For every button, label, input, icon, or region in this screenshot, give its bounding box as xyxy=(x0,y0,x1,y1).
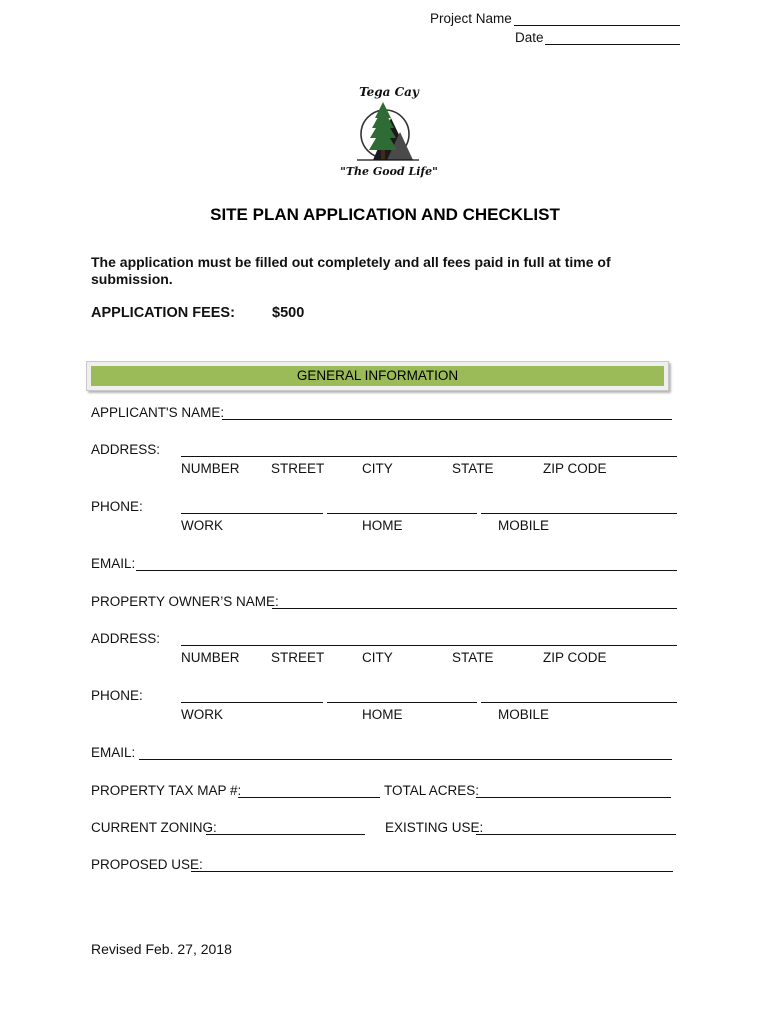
logo-bottom-text: "The Good Life" xyxy=(340,165,438,178)
intro-text: The application must be filled out completely and all fees paid in full at time of submission. xyxy=(91,254,611,287)
total-acres-label: TOTAL ACRES: xyxy=(384,783,480,798)
owner-phone-home-caption: HOME xyxy=(362,707,403,722)
owner-address-number-caption: NUMBER xyxy=(181,650,240,665)
owner-address-label: ADDRESS: xyxy=(91,631,161,646)
owner-name-field[interactable] xyxy=(272,608,677,609)
applicant-email-label: EMAIL: xyxy=(91,556,136,571)
applicant-address-city-caption: CITY xyxy=(362,461,393,476)
applicant-address-street-caption: STREET xyxy=(271,461,325,476)
total-acres-field[interactable] xyxy=(476,797,671,798)
applicant-phone-label: PHONE: xyxy=(91,499,143,514)
project-name-label: Project Name xyxy=(430,11,512,26)
applicant-address-zip-caption: ZIP CODE xyxy=(543,461,607,476)
document-title: SITE PLAN APPLICATION AND CHECKLIST xyxy=(210,205,560,224)
date-label: Date xyxy=(515,30,544,45)
applicant-phone-work-field[interactable] xyxy=(181,513,323,514)
applicant-phone-work-caption: WORK xyxy=(181,518,223,533)
owner-phone-home-field[interactable] xyxy=(327,702,477,703)
current-zoning-label: CURRENT ZONING: xyxy=(91,820,217,835)
owner-phone-mobile-field[interactable] xyxy=(481,702,677,703)
logo-top-text: Tega Cay xyxy=(359,85,419,99)
owner-email-field[interactable] xyxy=(139,759,672,760)
project-name-field[interactable] xyxy=(514,25,680,26)
tax-map-label: PROPERTY TAX MAP #: xyxy=(91,783,242,798)
applicant-address-field[interactable] xyxy=(181,456,677,457)
owner-address-zip-caption: ZIP CODE xyxy=(543,650,607,665)
tega-cay-logo xyxy=(337,80,441,184)
applicant-phone-mobile-caption: MOBILE xyxy=(498,518,550,533)
owner-email-label: EMAIL: xyxy=(91,745,136,760)
applicant-name-field[interactable] xyxy=(222,419,672,420)
owner-address-street-caption: STREET xyxy=(271,650,325,665)
owner-phone-work-caption: WORK xyxy=(181,707,223,722)
proposed-use-label: PROPOSED USE: xyxy=(91,857,203,872)
applicant-phone-home-field[interactable] xyxy=(327,513,477,514)
applicant-address-state-caption: STATE xyxy=(452,461,494,476)
owner-address-state-caption: STATE xyxy=(452,650,494,665)
application-fees-value: $500 xyxy=(272,305,305,321)
applicant-phone-mobile-field[interactable] xyxy=(481,513,677,514)
owner-phone-mobile-caption: MOBILE xyxy=(498,707,550,722)
proposed-use-field[interactable] xyxy=(191,871,673,872)
section-title: GENERAL INFORMATION xyxy=(91,366,664,386)
owner-address-city-caption: CITY xyxy=(362,650,393,665)
applicant-name-label: APPLICANT'S NAME: xyxy=(91,405,225,420)
applicant-phone-home-caption: HOME xyxy=(362,518,403,533)
date-field[interactable] xyxy=(545,44,680,45)
owner-address-field[interactable] xyxy=(181,645,677,646)
owner-name-label: PROPERTY OWNER’S NAME: xyxy=(91,594,279,609)
existing-use-label: EXISTING USE: xyxy=(385,820,484,835)
applicant-address-number-caption: NUMBER xyxy=(181,461,240,476)
application-fees-label: APPLICATION FEES: xyxy=(91,305,235,321)
applicant-email-field[interactable] xyxy=(136,570,677,571)
revision-date: Revised Feb. 27, 2018 xyxy=(91,941,232,957)
owner-phone-label: PHONE: xyxy=(91,688,143,703)
current-zoning-field[interactable] xyxy=(206,834,365,835)
owner-phone-work-field[interactable] xyxy=(181,702,323,703)
tax-map-field[interactable] xyxy=(238,797,380,798)
general-information-banner xyxy=(86,361,669,391)
existing-use-field[interactable] xyxy=(476,834,676,835)
applicant-address-label: ADDRESS: xyxy=(91,442,161,457)
